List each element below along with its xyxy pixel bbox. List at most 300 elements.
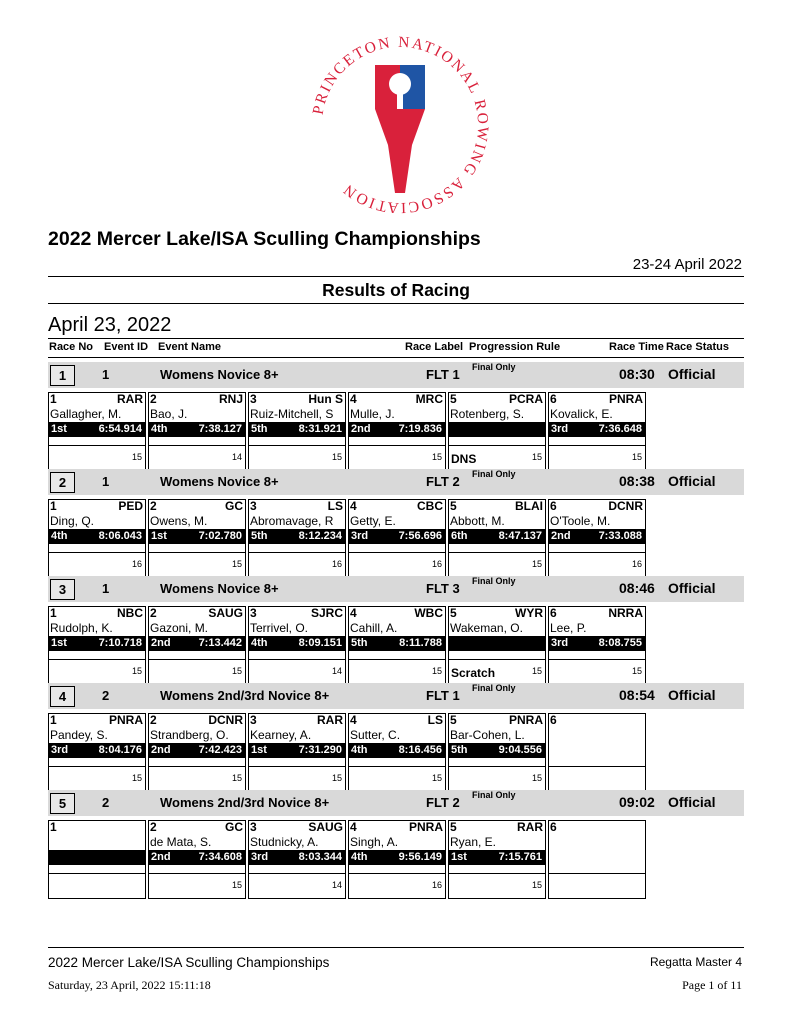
lane-number: 5	[450, 713, 457, 727]
lane-cell	[248, 499, 346, 578]
result-bar	[149, 636, 245, 651]
stroke-rate: 15	[131, 773, 142, 783]
race-status: Official	[668, 794, 716, 810]
divider	[549, 766, 645, 767]
finish-time: 6:54.914	[98, 423, 142, 435]
lane-number: 3	[250, 606, 257, 620]
lane-cell	[148, 713, 246, 792]
finish-place: 3rd	[351, 530, 369, 542]
event-name: Womens 2nd/3rd Novice 8+	[160, 688, 330, 703]
finish-place: 5th	[251, 530, 268, 542]
finish-time: 7:02.780	[198, 530, 242, 542]
col-race-label: Race Label	[405, 341, 464, 353]
lane-cell	[348, 606, 446, 685]
crew-code: WBC	[414, 606, 443, 620]
finish-place: 4th	[351, 851, 368, 863]
lane-cell	[248, 392, 346, 471]
lane-number: 1	[50, 713, 57, 727]
crew-code: DCNR	[208, 713, 243, 727]
divider	[48, 947, 744, 948]
footer-timestamp: Saturday, 23 April, 2022 15:11:18	[48, 978, 211, 992]
athlete-name: Owens, M.	[150, 514, 208, 528]
race-label: FLT 2	[426, 474, 460, 489]
result-bar	[49, 743, 145, 758]
crew-code: SAUG	[208, 606, 243, 620]
race-header	[48, 362, 744, 388]
finish-place: 3rd	[551, 637, 569, 649]
divider	[349, 659, 445, 660]
crew-code: GC	[225, 820, 243, 834]
crew-code: BLAI	[515, 499, 543, 513]
race-time: 08:38	[619, 473, 655, 489]
finish-time: 8:03.344	[298, 851, 342, 863]
finish-place: 5th	[251, 423, 268, 435]
athlete-name: O'Toole, M.	[550, 514, 611, 528]
divider	[349, 873, 445, 874]
lane-number: 6	[550, 820, 557, 834]
race-number: 5	[50, 793, 75, 814]
lane-number: 2	[150, 392, 157, 406]
event-id: 2	[102, 795, 110, 810]
stroke-rate: 15	[231, 880, 242, 890]
lane-number: 3	[250, 820, 257, 834]
finish-time: 8:09.151	[298, 637, 342, 649]
finish-time: 9:04.556	[498, 744, 542, 756]
lane-cell	[148, 392, 246, 471]
athlete-name: Pandey, S.	[50, 728, 108, 742]
divider	[249, 766, 345, 767]
finish-time: 7:19.836	[398, 423, 442, 435]
lane-number: 2	[150, 606, 157, 620]
lane-cell	[48, 606, 146, 685]
lane-number: 6	[550, 392, 557, 406]
stroke-rate: 15	[131, 666, 142, 676]
crew-code: NRRA	[608, 606, 643, 620]
lane-number: 3	[250, 392, 257, 406]
athlete-name: Wakeman, O.	[450, 621, 523, 635]
athlete-name: Studnicky, A.	[250, 835, 319, 849]
stroke-rate: 15	[131, 452, 142, 462]
page-title: 2022 Mercer Lake/ISA Sculling Championships	[48, 228, 481, 250]
lane-cell	[448, 713, 546, 792]
lane-cell	[448, 820, 546, 899]
lane-number: 4	[350, 499, 357, 513]
finish-place: 2nd	[151, 851, 171, 863]
pnra-logo	[300, 25, 500, 225]
race-status: Official	[668, 366, 716, 382]
result-bar	[349, 850, 445, 865]
crew-code: NBC	[117, 606, 143, 620]
race-status: Official	[668, 687, 716, 703]
result-bar	[249, 529, 345, 544]
lane-cell	[448, 606, 546, 685]
finish-time: 7:10.718	[98, 637, 142, 649]
stroke-rate: 15	[331, 452, 342, 462]
lane-cell	[148, 820, 246, 899]
lane-cell	[48, 392, 146, 471]
race-note: Scratch	[451, 666, 496, 680]
event-name: Womens Novice 8+	[160, 367, 279, 382]
finish-place: 4th	[51, 530, 68, 542]
crew-code: SAUG	[308, 820, 343, 834]
divider	[149, 445, 245, 446]
crew-code: PNRA	[608, 392, 643, 406]
finish-place: 2nd	[351, 423, 371, 435]
oar-icon	[375, 65, 425, 193]
finish-place: 6th	[451, 530, 468, 542]
finish-time: 7:36.648	[598, 423, 642, 435]
crew-code: MRC	[415, 392, 443, 406]
race-status: Official	[668, 580, 716, 596]
athlete-name: Strandberg, O.	[150, 728, 229, 742]
race-note: DNS	[451, 452, 477, 466]
divider	[449, 659, 545, 660]
col-progression-rule: Progression Rule	[469, 341, 561, 353]
crew-code: LS	[327, 499, 343, 513]
athlete-name: Ruiz-Mitchell, S	[250, 407, 334, 421]
divider	[549, 659, 645, 660]
athlete-name: Abbott, M.	[450, 514, 505, 528]
finish-time: 8:04.176	[98, 744, 142, 756]
finish-place: 3rd	[51, 744, 69, 756]
athlete-name: Getty, E.	[350, 514, 396, 528]
stroke-rate: 15	[531, 773, 542, 783]
result-bar	[449, 636, 545, 651]
crew-code: GC	[225, 499, 243, 513]
result-bar	[249, 422, 345, 437]
event-name: Womens Novice 8+	[160, 581, 279, 596]
lane-number: 6	[550, 713, 557, 727]
crew-code: RAR	[517, 820, 543, 834]
divider	[549, 445, 645, 446]
divider	[349, 445, 445, 446]
athlete-name: Ryan, E.	[450, 835, 497, 849]
result-bar	[449, 529, 545, 544]
finish-place: 1st	[51, 637, 67, 649]
divider	[449, 766, 545, 767]
result-bar	[549, 529, 645, 544]
result-bar	[349, 636, 445, 651]
stroke-rate: 15	[431, 666, 442, 676]
stroke-rate: 15	[231, 666, 242, 676]
stroke-rate: 15	[531, 666, 542, 676]
progression-rule: Final Only	[472, 469, 516, 479]
race-time: 09:02	[619, 794, 655, 810]
lane-number: 1	[50, 499, 57, 513]
stroke-rate: 14	[331, 666, 342, 676]
crew-code: SJRC	[310, 606, 343, 620]
athlete-name: Abromavage, R	[250, 514, 334, 528]
athlete-name: Bar-Cohen, L.	[450, 728, 525, 742]
race-block	[48, 362, 744, 468]
stroke-rate: 16	[131, 559, 142, 569]
stroke-rate: 15	[431, 773, 442, 783]
divider	[49, 659, 145, 660]
finish-place: 5th	[351, 637, 368, 649]
race-header	[48, 790, 744, 816]
stroke-rate: 16	[331, 559, 342, 569]
lane-cell	[548, 713, 646, 792]
lane-cell	[348, 820, 446, 899]
finish-place: 1st	[251, 744, 267, 756]
race-time: 08:54	[619, 687, 655, 703]
lane-cell	[248, 820, 346, 899]
results-heading: Results of Racing	[322, 280, 470, 300]
crew-code: PNRA	[408, 820, 443, 834]
race-number: 2	[50, 472, 75, 493]
finish-place: 4th	[251, 637, 268, 649]
athlete-name: Rudolph, K.	[50, 621, 113, 635]
divider	[349, 766, 445, 767]
athlete-name: Singh, A.	[350, 835, 399, 849]
stroke-rate: 15	[631, 452, 642, 462]
stroke-rate: 14	[331, 880, 342, 890]
lane-cell	[548, 820, 646, 899]
divider	[349, 552, 445, 553]
result-bar	[249, 743, 345, 758]
lane-number: 1	[50, 606, 57, 620]
finish-place: 3rd	[551, 423, 569, 435]
lane-cell	[48, 713, 146, 792]
divider	[549, 873, 645, 874]
divider	[49, 445, 145, 446]
finish-time: 7:13.442	[198, 637, 242, 649]
lane-number: 4	[350, 606, 357, 620]
footer-title: 2022 Mercer Lake/ISA Sculling Championships	[48, 955, 330, 970]
finish-time: 8:31.921	[298, 423, 342, 435]
logo-arc-text: PRINCETON NATIONAL ROWING ASSOCIATION	[309, 33, 492, 217]
divider	[249, 445, 345, 446]
athlete-name: Bao, J.	[150, 407, 188, 421]
divider	[49, 552, 145, 553]
race-time: 08:46	[619, 580, 655, 596]
result-bar	[349, 529, 445, 544]
col-race-time: Race Time	[609, 341, 664, 353]
divider	[48, 357, 744, 358]
divider	[48, 338, 744, 339]
progression-rule: Final Only	[472, 683, 516, 693]
race-label: FLT 2	[426, 795, 460, 810]
result-bar	[549, 636, 645, 651]
stroke-rate: 16	[631, 559, 642, 569]
finish-time: 7:31.290	[298, 744, 342, 756]
result-bar	[49, 529, 145, 544]
result-bar	[449, 422, 545, 437]
lane-number: 6	[550, 606, 557, 620]
lane-number: 3	[250, 499, 257, 513]
athlete-name: Sutter, C.	[350, 728, 401, 742]
stroke-rate: 15	[231, 773, 242, 783]
lane-cell	[148, 606, 246, 685]
crew-code: DCNR	[608, 499, 643, 513]
stroke-rate: 15	[331, 773, 342, 783]
event-name: Womens 2nd/3rd Novice 8+	[160, 795, 330, 810]
lane-number: 6	[550, 499, 557, 513]
result-bar	[149, 743, 245, 758]
crew-code: RNJ	[218, 392, 243, 406]
result-bar	[149, 529, 245, 544]
event-name: Womens Novice 8+	[160, 474, 279, 489]
result-bar	[449, 743, 545, 758]
result-bar	[149, 422, 245, 437]
finish-time: 8:47.137	[498, 530, 542, 542]
lane-number: 5	[450, 392, 457, 406]
progression-rule: Final Only	[472, 576, 516, 586]
progression-rule: Final Only	[472, 362, 516, 372]
lane-number: 4	[350, 392, 357, 406]
lane-cell	[448, 392, 546, 471]
divider	[249, 659, 345, 660]
stroke-rate: 16	[431, 559, 442, 569]
lane-cell	[448, 499, 546, 578]
crew-code: RAR	[317, 713, 343, 727]
stroke-rate: 15	[531, 880, 542, 890]
race-block	[48, 790, 744, 896]
lane-number: 2	[150, 499, 157, 513]
athlete-name: Gallagher, M.	[50, 407, 122, 421]
race-header	[48, 576, 744, 602]
column-header-row	[48, 340, 744, 356]
divider	[449, 552, 545, 553]
athlete-name: Kovalick, E.	[550, 407, 613, 421]
crew-code: CBC	[417, 499, 443, 513]
divider	[149, 873, 245, 874]
col-event-name: Event Name	[158, 341, 221, 353]
lane-cell	[348, 713, 446, 792]
lane-cell	[548, 606, 646, 685]
athlete-name: Rotenberg, S.	[450, 407, 525, 421]
lane-cell	[348, 392, 446, 471]
finish-time: 8:12.234	[298, 530, 342, 542]
athlete-name: Gazoni, M.	[150, 621, 209, 635]
crew-code: WYR	[515, 606, 543, 620]
divider	[48, 276, 744, 277]
lane-number: 1	[50, 392, 57, 406]
stroke-rate: 15	[631, 666, 642, 676]
race-block	[48, 683, 744, 789]
crew-code: Hun S	[308, 392, 343, 406]
finish-place: 2nd	[551, 530, 571, 542]
crew-code: PNRA	[108, 713, 143, 727]
race-status: Official	[668, 473, 716, 489]
divider	[249, 552, 345, 553]
race-header	[48, 683, 744, 709]
stroke-rate: 15	[431, 452, 442, 462]
crew-code: PED	[118, 499, 143, 513]
divider	[449, 445, 545, 446]
finish-time: 9:56.149	[398, 851, 442, 863]
finish-time: 8:16.456	[398, 744, 442, 756]
footer-software: Regatta Master 4	[649, 955, 742, 969]
crew-code: LS	[427, 713, 443, 727]
stroke-rate: 15	[531, 452, 542, 462]
athlete-name: Cahill, A.	[350, 621, 398, 635]
divider	[449, 873, 545, 874]
finish-place: 4th	[151, 423, 168, 435]
race-label: FLT 1	[426, 688, 460, 703]
lane-cell	[48, 820, 146, 899]
divider	[149, 766, 245, 767]
race-label: FLT 3	[426, 581, 460, 596]
lane-number: 5	[450, 820, 457, 834]
finish-place: 1st	[151, 530, 167, 542]
result-bar	[349, 743, 445, 758]
lane-cell	[248, 606, 346, 685]
result-bar	[49, 422, 145, 437]
stroke-rate: 15	[231, 559, 242, 569]
finish-time: 8:11.788	[399, 637, 442, 649]
result-bar	[449, 850, 545, 865]
crew-code: PNRA	[508, 713, 543, 727]
stroke-rate: 14	[231, 452, 242, 462]
result-bar	[49, 636, 145, 651]
lane-number: 5	[450, 499, 457, 513]
crew-code: PCRA	[508, 392, 543, 406]
finish-time: 7:15.761	[498, 851, 542, 863]
lane-cell	[548, 392, 646, 471]
progression-rule: Final Only	[472, 790, 516, 800]
race-number: 1	[50, 365, 75, 386]
stroke-rate: 15	[531, 559, 542, 569]
finish-place: 2nd	[151, 637, 171, 649]
lane-cell	[248, 713, 346, 792]
lane-number: 3	[250, 713, 257, 727]
finish-time: 7:42.423	[198, 744, 242, 756]
lane-cell	[348, 499, 446, 578]
divider	[149, 659, 245, 660]
athlete-name: Kearney, A.	[250, 728, 312, 742]
finish-time: 7:38.127	[198, 423, 242, 435]
finish-time: 7:56.696	[398, 530, 442, 542]
divider	[549, 552, 645, 553]
stroke-rate: 16	[431, 880, 442, 890]
athlete-name: Mulle, J.	[350, 407, 395, 421]
athlete-name: de Mata, S.	[150, 835, 212, 849]
race-day: April 23, 2022	[48, 314, 172, 336]
finish-time: 7:33.088	[598, 530, 642, 542]
lane-number: 4	[350, 713, 357, 727]
event-id: 2	[102, 688, 110, 703]
result-bar	[249, 850, 345, 865]
col-race-no: Race No	[49, 341, 94, 353]
race-number: 4	[50, 686, 75, 707]
race-block	[48, 469, 744, 575]
race-number: 3	[50, 579, 75, 600]
lane-cell	[48, 499, 146, 578]
athlete-name: Ding, Q.	[50, 514, 95, 528]
finish-place: 3rd	[251, 851, 269, 863]
finish-place: 4th	[351, 744, 368, 756]
race-time: 08:30	[619, 366, 655, 382]
result-bar	[149, 850, 245, 865]
divider	[49, 766, 145, 767]
event-id: 1	[102, 367, 110, 382]
finish-time: 7:34.608	[198, 851, 242, 863]
athlete-name: Lee, P.	[550, 621, 587, 635]
result-bar	[249, 636, 345, 651]
finish-place: 5th	[451, 744, 468, 756]
divider	[48, 303, 744, 304]
regatta-dates: 23-24 April 2022	[632, 256, 742, 273]
race-label: FLT 1	[426, 367, 460, 382]
finish-place: 1st	[51, 423, 67, 435]
divider	[149, 552, 245, 553]
lane-number: 4	[350, 820, 357, 834]
page-number: Page 1 of 11	[682, 978, 742, 992]
lane-number: 5	[450, 606, 457, 620]
col-event-id: Event ID	[104, 341, 149, 353]
divider	[249, 873, 345, 874]
